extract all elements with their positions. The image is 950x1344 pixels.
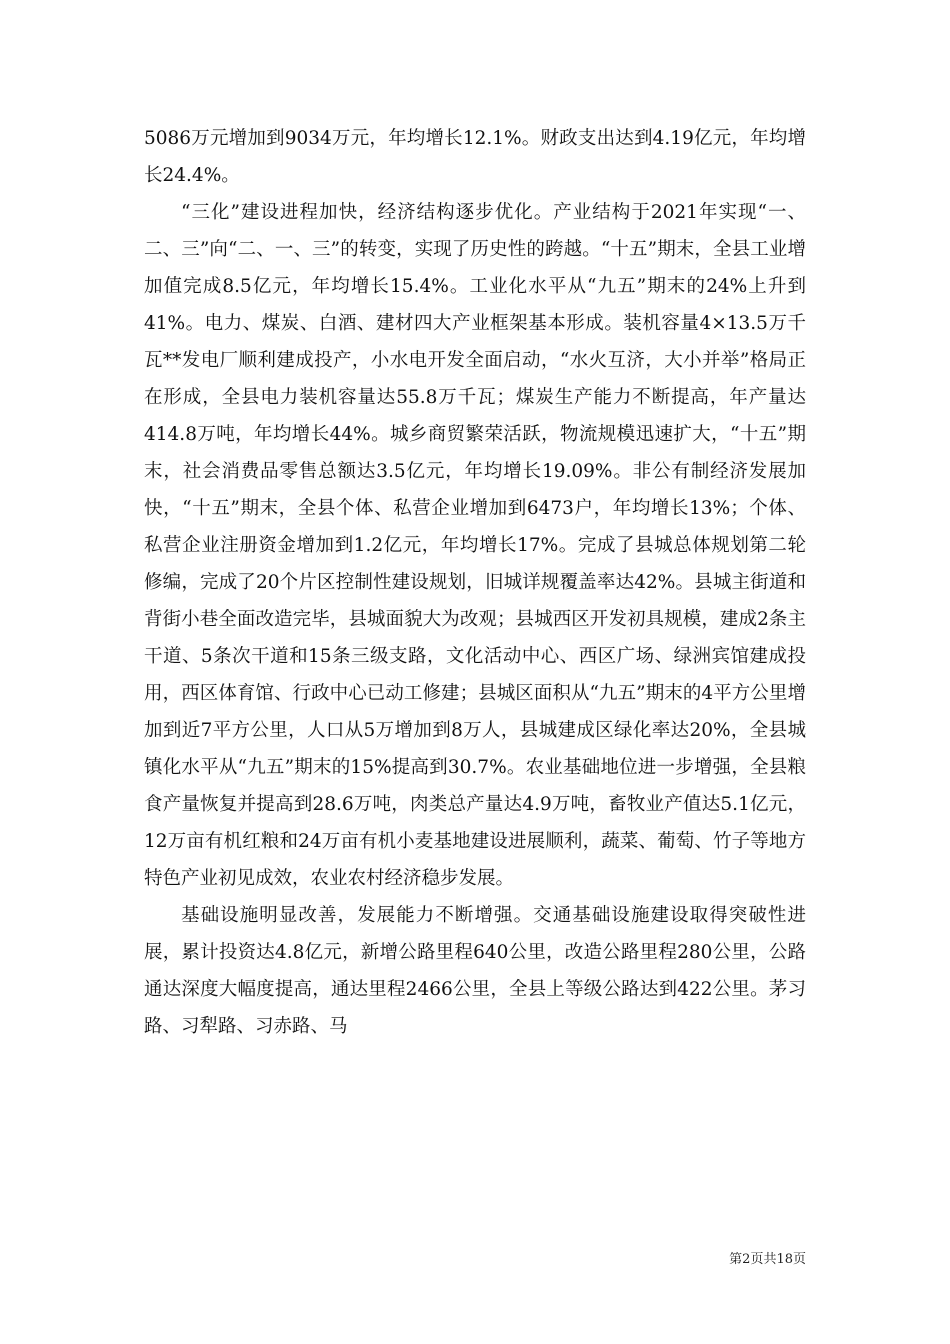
page-number-footer: 第2页共18页: [729, 1252, 806, 1267]
paragraph-2: “三化”建设进程加快，经济结构逐步优化。产业结构于2021年实现“一、二、三”向“二、一、三”的转变，实现了历史性的跨越。“十五”期末，全县工业增加值完成8.5亿元，年均增长15.4%。工业化水平从“九五”期末的24%上升到41%。电力、煤炭、白酒、建材四大产业框架基本形成。装机容量4×13.5万千瓦**发电厂顺利建成投产，小水电开发全面启动，“水火互济，大小并举”格局正在形成，全县电力装机容量达55.8万千瓦；煤炭生产能力不断提高，年产量达414.8万吨，年均增长44%。城乡商贸繁荣活跃，物流规模迅速扩大，“十五”期末，社会消费品零售总额达3.5亿元，年均增长19.09%。非公有制经济发展加快，“十五”期末，全县个体、私营企业增加到6473户，年均增长13%；个体、私营企业注册资金增加到1.2亿元，年均增长17%。完成了县城总体规划第二轮修编，完成了20个片区控制性建设规划，旧城详规覆盖率达42%。县城主街道和背街小巷全面改造完毕，县城面貌大为改观；县城西区开发初具规模，建成2条主干道、5条次干道和15条三级支路，文化活动中心、西区广场、绿洲宾馆建成投用，西区体育馆、行政中心已动工修建；县城区面积从“九五”期末的4平方公里增加到近7平方公里，人口从5万增加到8万人，县城建成区绿化率达20%，全县城镇化水平从“九五”期末的15%提高到30.7%。农业基础地位进一步增强，全县粮食产量恢复并提高到28.6万吨，肉类总产量达4.9万吨，畜牧业产值达5.1亿元，12万亩有机红粮和24万亩有机小麦基地建设进展顺利，蔬菜、葡萄、竹子等地方特色产业初见成效，农业农村经济稳步发展。: [144, 202, 806, 889]
document-body: [144, 120, 806, 1045]
paragraph-1: 5086万元增加到9034万元，年均增长12.1%。财政支出达到4.19亿元，年均增长24.4%。: [144, 128, 806, 186]
paragraph-3: 基础设施明显改善，发展能力不断增强。交通基础设施建设取得突破性进展，累计投资达4.8亿元，新增公路里程640公里，改造公路里程280公里，公路通达深度大幅度提高，通达里程2466公里，全县上等级公路达到422公里。茅习路、习犁路、习赤路、马: [144, 905, 806, 1037]
